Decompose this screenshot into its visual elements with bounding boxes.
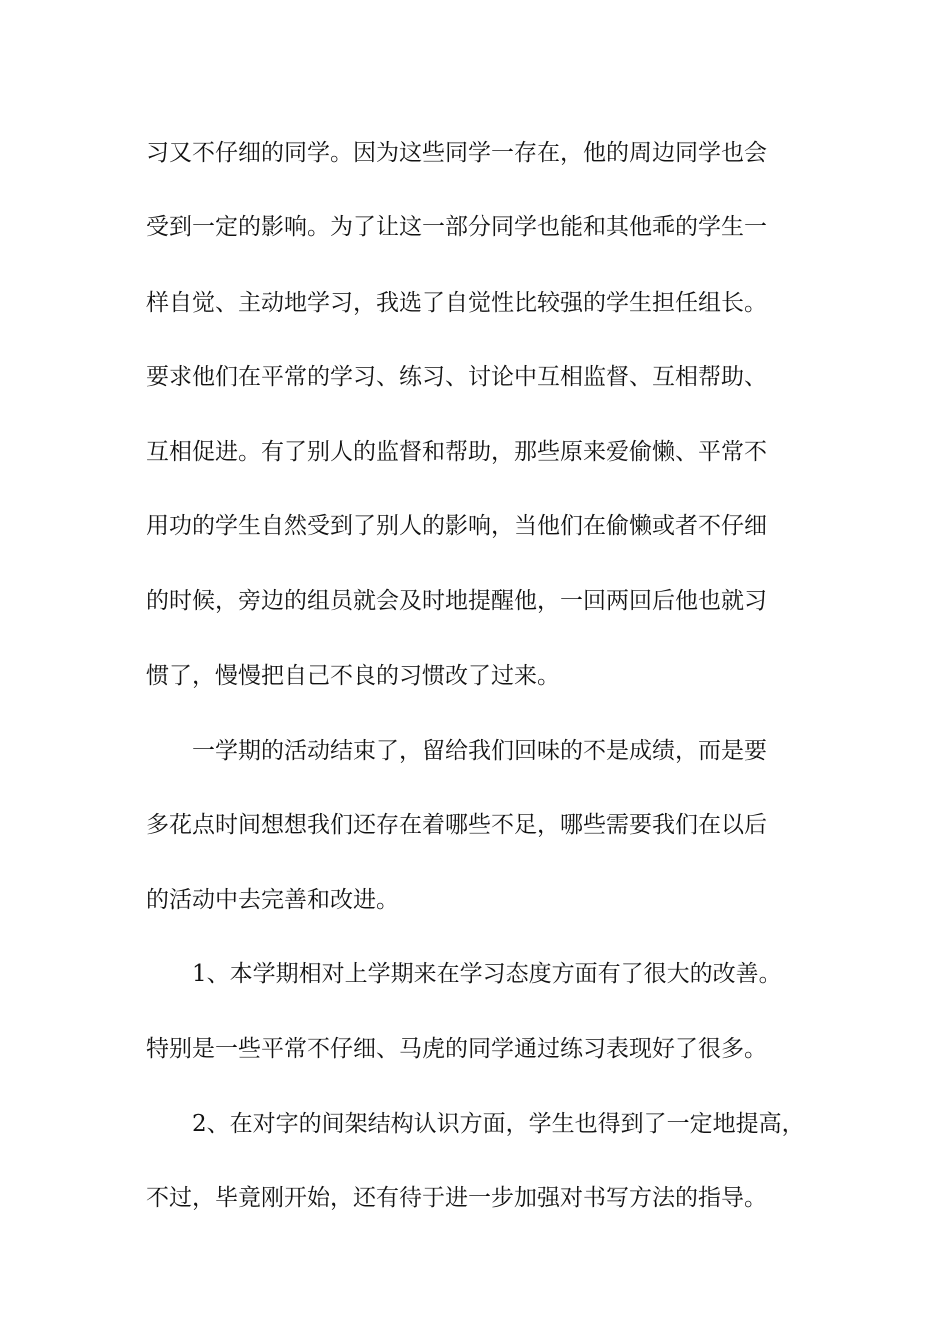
text-line: 1、本学期相对上学期来在学习态度方面有了很大的改善。	[192, 961, 782, 987]
text-line: 多花点时间想想我们还存在着哪些不足，哪些需要我们在以后	[146, 812, 767, 838]
text-line: 惯了，慢慢把自己不良的习惯改了过来。	[146, 663, 560, 689]
text-line: 样自觉、主动地学习，我选了自觉性比较强的学生担任组长。	[146, 290, 767, 316]
text-line: 要求他们在平常的学习、练习、讨论中互相监督、互相帮助、	[146, 364, 767, 390]
text-line: 的时候，旁边的组员就会及时地提醒他，一回两回后他也就习	[146, 588, 767, 614]
text-line: 受到一定的影响。为了让这一部分同学也能和其他乖的学生一	[146, 214, 767, 240]
text-line: 用功的学生自然受到了别人的影响，当他们在偷懒或者不仔细	[146, 513, 767, 539]
text-line: 一学期的活动结束了，留给我们回味的不是成绩，而是要	[192, 738, 767, 764]
text-line: 不过，毕竟刚开始，还有待于进一步加强对书写方法的指导。	[146, 1185, 767, 1211]
text-line: 习又不仔细的同学。因为这些同学一存在，他的周边同学也会	[146, 140, 767, 166]
text-line: 的活动中去完善和改进。	[146, 887, 399, 913]
text-line: 互相促进。有了别人的监督和帮助，那些原来爱偷懒、平常不	[146, 439, 767, 465]
text-line: 2、在对字的间架结构认识方面，学生也得到了一定地提高，	[192, 1111, 805, 1137]
text-line: 特别是一些平常不仔细、马虎的同学通过练习表现好了很多。	[146, 1036, 767, 1062]
